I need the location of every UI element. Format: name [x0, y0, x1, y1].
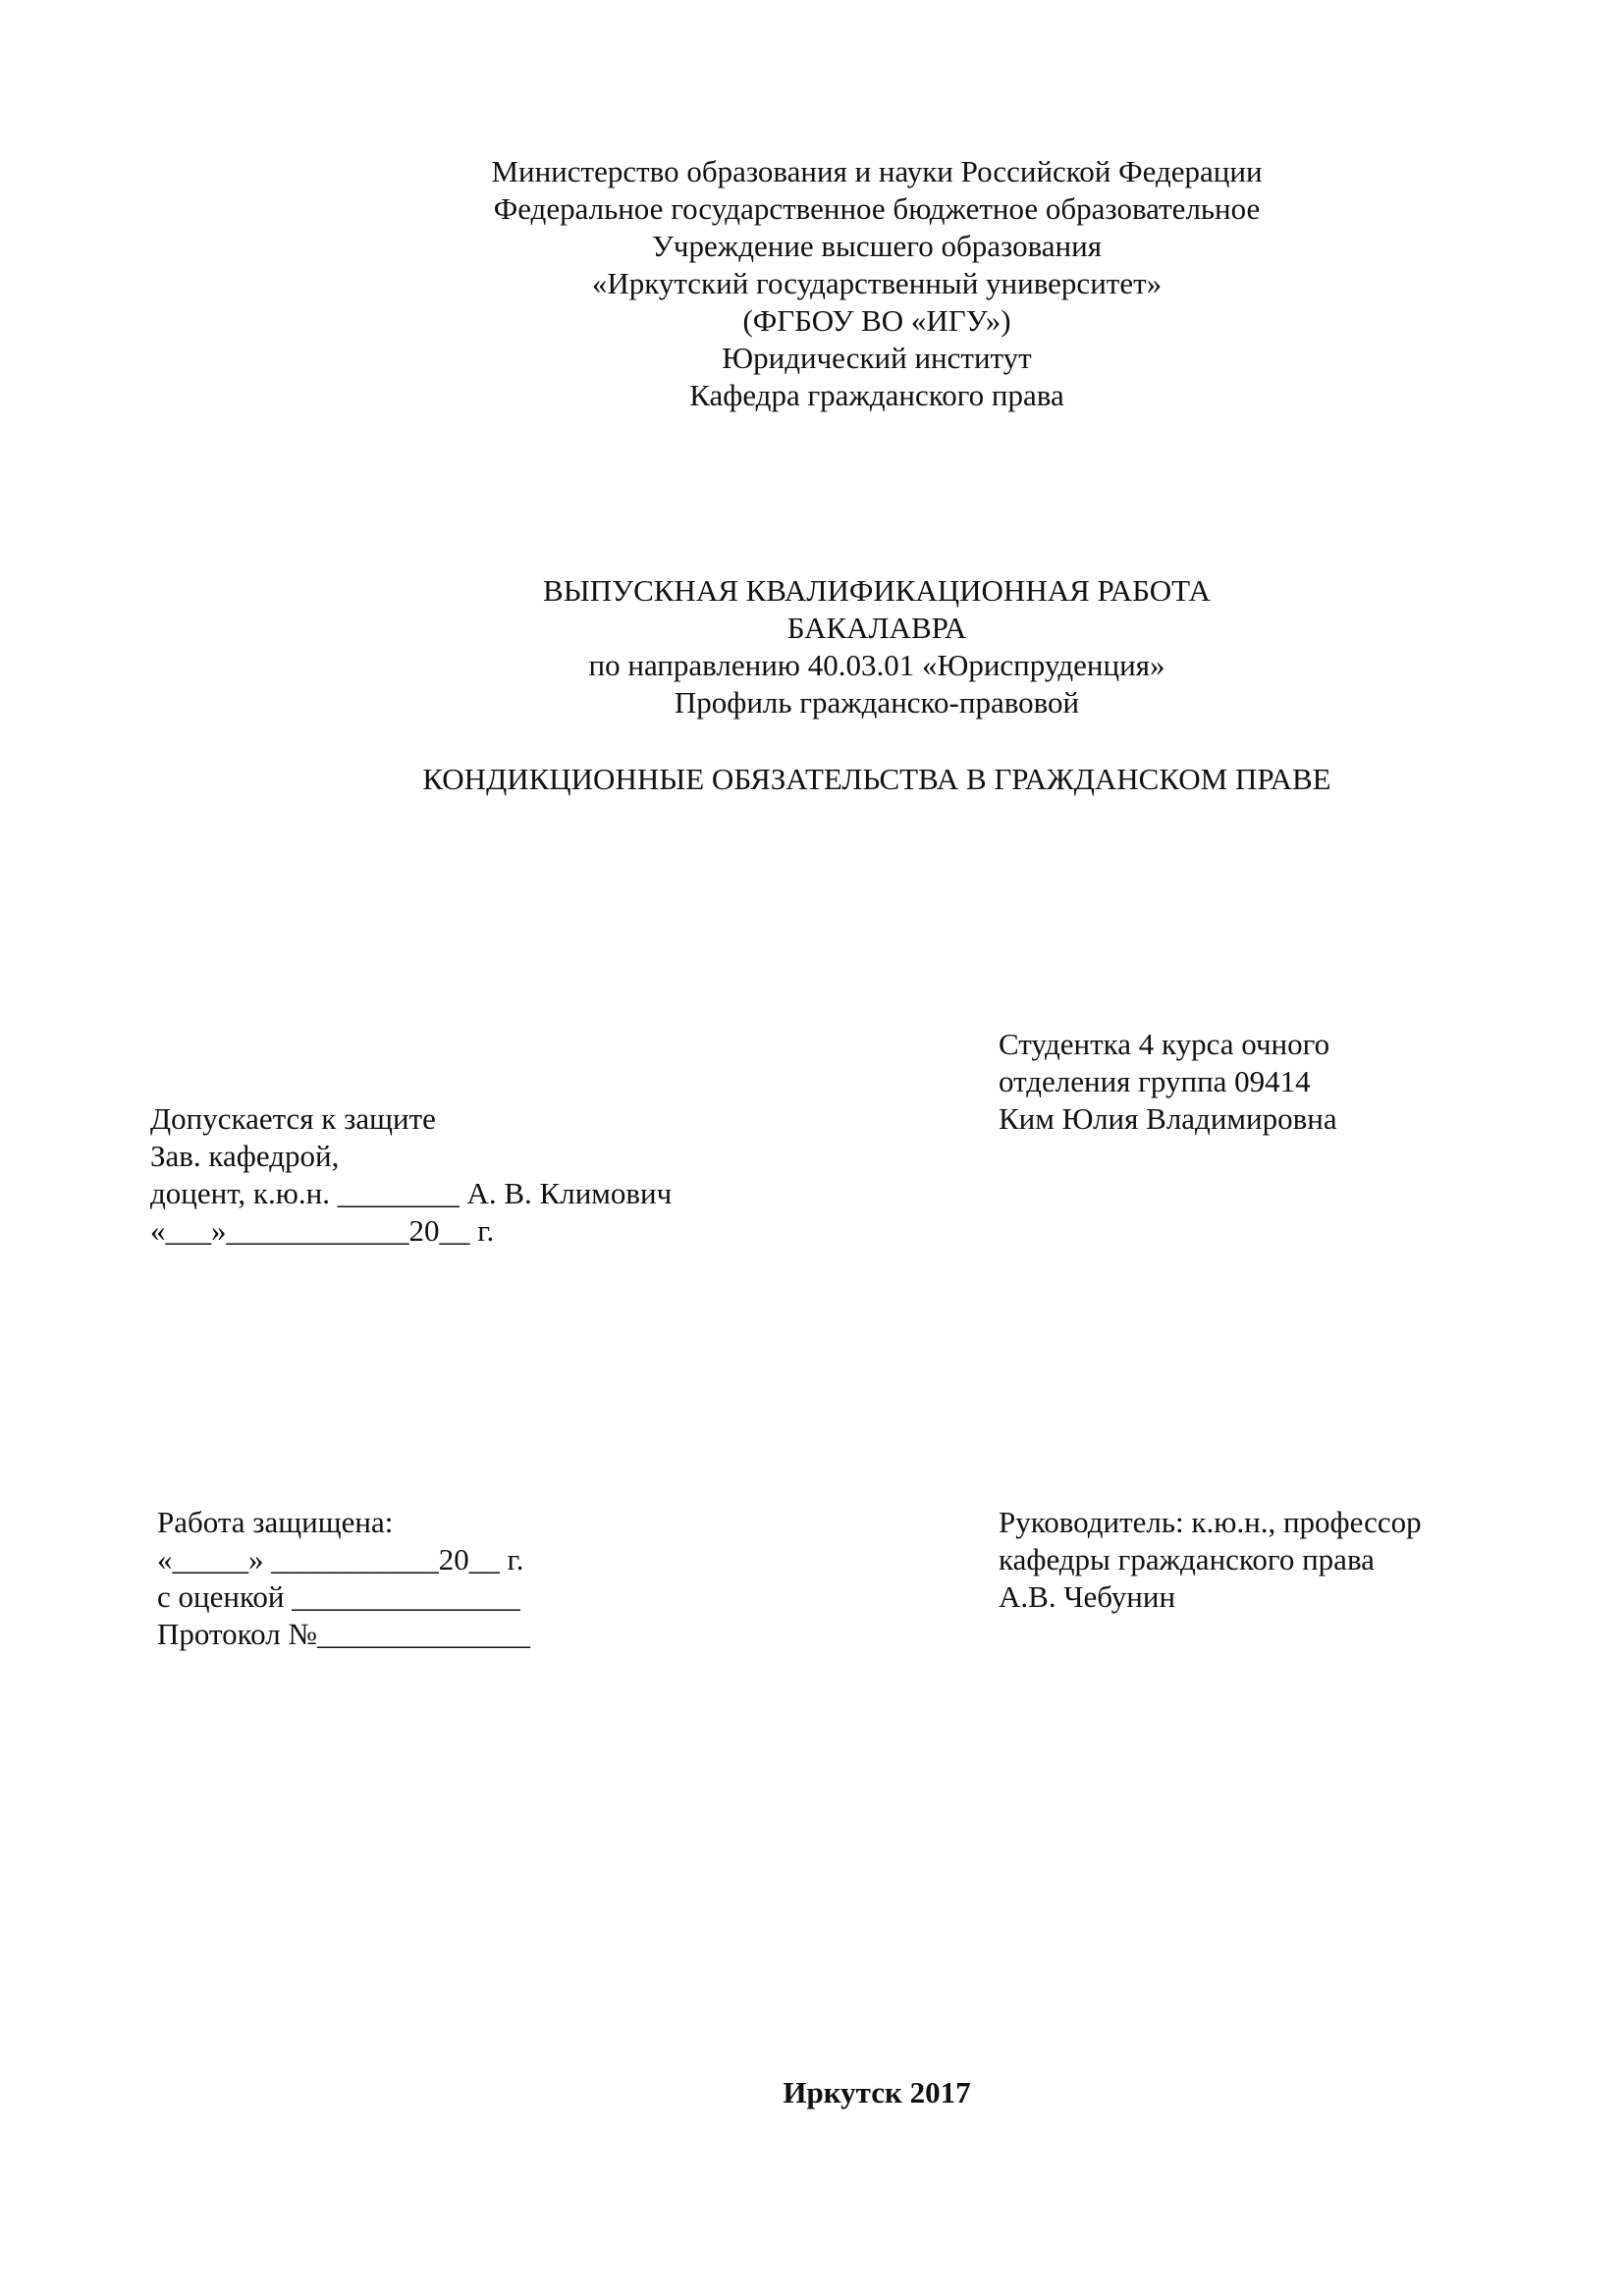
topic-line: КОНДИКЦИОННЫЕ ОБЯЗАТЕЛЬСТВА В ГРАЖДАНСКОМ ПРАВЕ — [422, 762, 1331, 796]
admission-date-line: «___»____________20__ г. — [150, 1213, 495, 1248]
grade-line: с оценкой _______________ — [157, 1579, 520, 1614]
profile-line: Профиль гражданско-правовой — [674, 685, 1080, 720]
work-title — [0, 572, 1624, 721]
supervisor-department-line: кафедры гражданского права — [999, 1542, 1375, 1576]
ministry-line: Министерство образования и науки Российской Федерации — [491, 154, 1263, 188]
supervisor-info — [999, 1504, 1422, 1616]
head-of-department-line: Зав. кафедрой, — [150, 1139, 340, 1173]
head-signature-line: доцент, к.ю.н. ________ А. В. Климович — [150, 1176, 673, 1210]
protocol-line: Протокол №______________ — [157, 1617, 530, 1651]
thesis-topic — [0, 761, 1624, 798]
department-line: Кафедра гражданского права — [689, 378, 1064, 412]
university-abbr-line: (ФГБОУ ВО «ИГУ») — [742, 303, 1011, 338]
institution-type-line: Учреждение высшего образования — [651, 229, 1102, 263]
admission-block — [150, 1100, 672, 1250]
university-name-line: «Иркутский государственный университет» — [591, 266, 1163, 300]
supervisor-title-line: Руководитель: к.ю.н., профессор — [999, 1505, 1422, 1539]
admission-line: Допускается к защите — [150, 1101, 436, 1136]
city-year-line: Иркутск 2017 — [783, 2075, 971, 2109]
city-year — [0, 2074, 1624, 2111]
supervisor-name-line: А.В. Чебунин — [999, 1579, 1176, 1614]
student-info — [999, 1026, 1337, 1138]
institution-header — [0, 153, 1624, 414]
student-name-line: Ким Юлия Владимировна — [999, 1101, 1337, 1136]
institute-line: Юридический институт — [722, 341, 1032, 375]
degree-line: БАКАЛАВРА — [786, 611, 967, 645]
defense-status-line: Работа защищена: — [157, 1505, 394, 1539]
student-course-line: Студентка 4 курса очного — [999, 1027, 1330, 1061]
defense-block — [157, 1504, 530, 1653]
work-type-line: ВЫПУСКНАЯ КВАЛИФИКАЦИОННАЯ РАБОТА — [543, 573, 1211, 608]
student-group-line: отделения группа 09414 — [999, 1064, 1311, 1098]
defense-date-line: «_____» ___________20__ г. — [157, 1542, 524, 1576]
federal-line: Федеральное государственное бюджетное образовательное — [493, 191, 1261, 226]
direction-line: по направлению 40.03.01 «Юриспруденция» — [588, 648, 1165, 682]
